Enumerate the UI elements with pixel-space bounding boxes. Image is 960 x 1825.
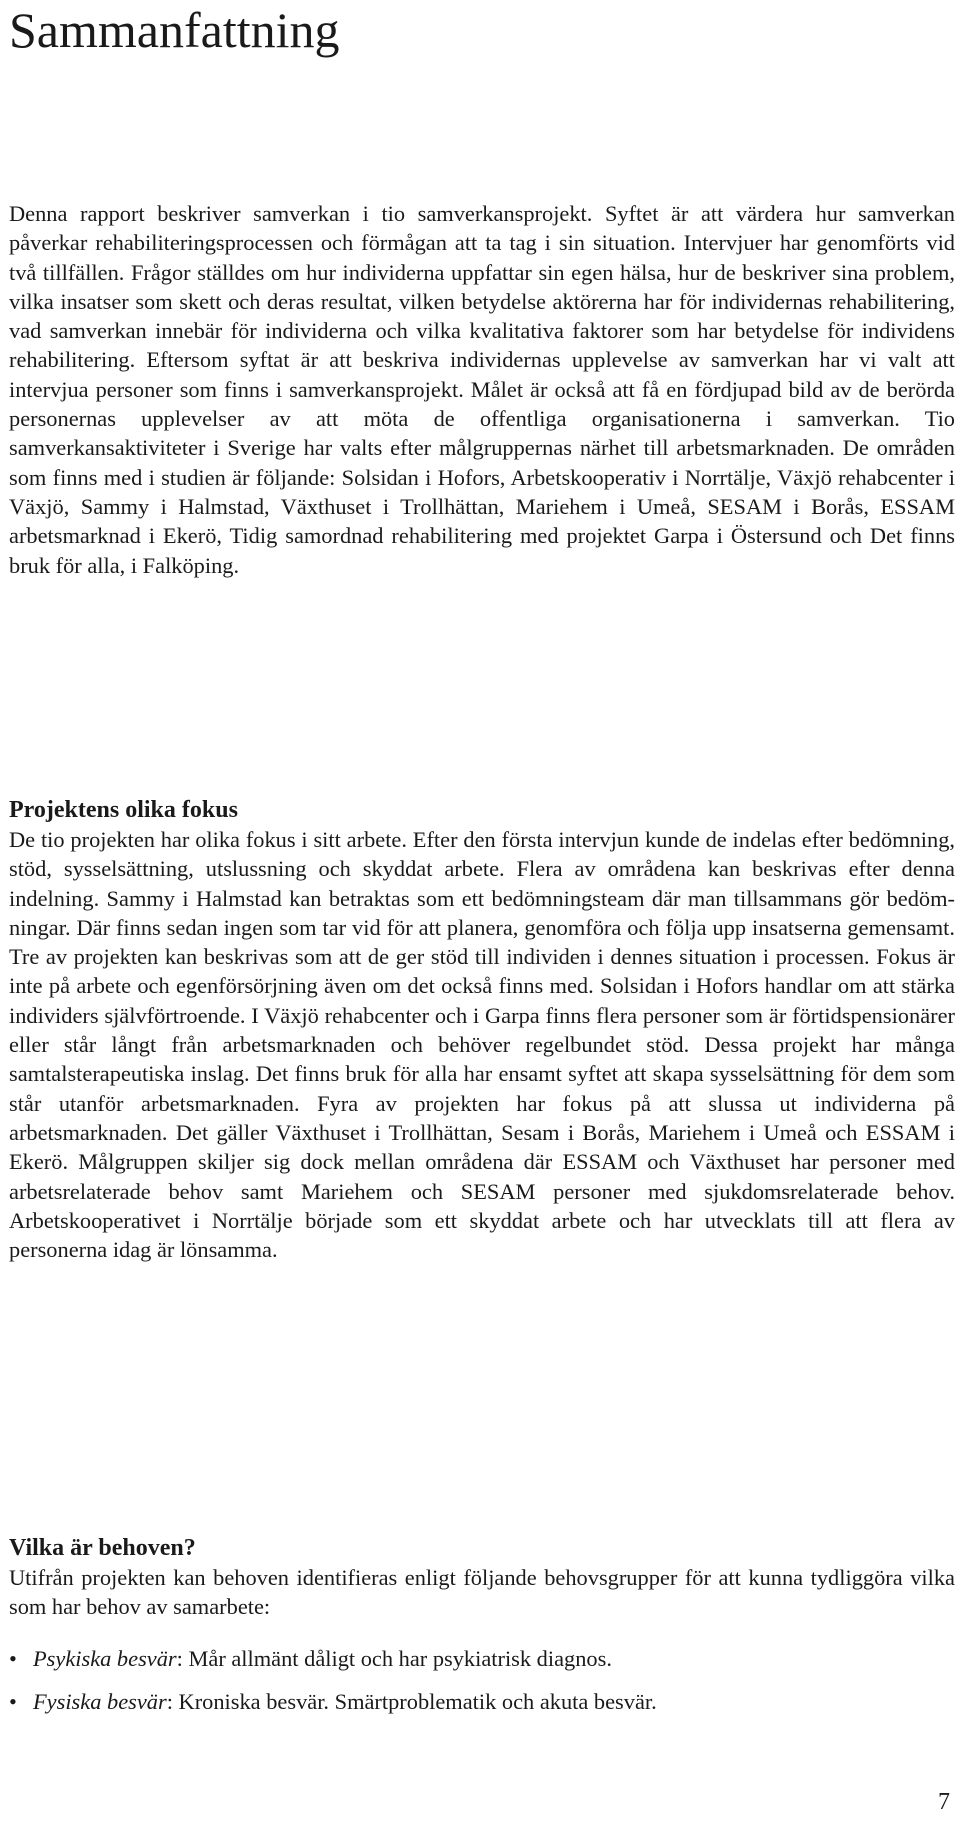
page-title: Sammanfattning xyxy=(9,2,340,58)
section-heading-vilka-ar-behoven: Vilka är behoven? xyxy=(9,1535,196,1561)
list-item-separator: : xyxy=(166,1689,173,1715)
list-item-term: Fysiska besvär xyxy=(33,1689,167,1715)
page-number: 7 xyxy=(938,1789,950,1815)
section-body-vilka-ar-behoven: Utifrån projekten kan behoven identifieras enligt följande behovsgrupper för att kunna tydliggöra vilka som har behov av samarbete: xyxy=(9,1565,955,1620)
list-item-separator: : xyxy=(176,1646,183,1671)
intro-paragraph: Denna rapport beskriver samverkan i tio samverkansprojekt. Syftet är att värdera hur samverkan påverkar rehabiliteringsprocessen och förmågan att ta tag i sin situation. Intervjuer har genomförts vid två tillfällen. Frågor ställdes om hur individerna uppfattar sin egen hälsa, hur de beskriver sina problem, vilka insatser som skett och deras resultat, vilken betydelse aktörerna har för individernas rehabilitering, vad samverkan innebär för individerna och vilka kvalitativa faktorer som har betydelse för individens rehabilitering. Eftersom syftat är att beskriva individernas upplevelse av samverkan har vi valt att intervjua personer som finns i samverkansprojekt. Målet är också att få en fördjupad bild av de berörda personernas upplevelser av att möta de offentliga organisationerna i samverkan. Tio samverkansaktiviteter i Sverige har valts efter målgruppernas närhet till arbetsmarknaden. De områden som finns med i studien är följande: Solsidan i Hofors, Arbetskooperativ i Norrtälje, Växjö rehabcenter i Växjö, Sammy i Halmstad, Växthuset i Trollhättan, Mariehem i Umeå, SESAM i Borås, ESSAM arbetsmarknad i Ekerö, Tidig samordnad rehabilitering med projektet Garpa i Östersund och Det finns bruk för alla, i Falköping. xyxy=(9,201,955,578)
section-body-projektens-olika-fokus: De tio projekten har olika fokus i sitt arbete. Efter den första intervjun kunde de indelas efter bedömning, stöd, sysselsättning, utslussning och skyddat arbete. Flera av områdena kan beskrivas efter denna indelning. Sammy i Halmstad kan betraktas som ett bedömningsteam där man tillsammans gör bedömningar. Där finns sedan ingen som tar vid för att planera, genomföra och följa upp insatserna gemensamt. Tre av projekten kan beskrivas som att de ger stöd till individen i dennes situation i processen. Fokus är inte på arbete och egenförsörjning även om det också finns med. Solsidan i Hofors handlar om att stärka individers självförtroende. I Växjö rehabcenter och i Garpa finns flera personer som är förtidspensionärer eller står långt från arbetsmarknaden och behöver regelbundet stöd. Dessa projekt har många samtalsterapeutiska inslag. Det finns bruk för alla har ensamt syftet att skapa sysselsättning för dem som står utanför arbetsmarknaden. Fyra av projekten har fokus på att slussa ut individerna på arbetsmarknaden. Det gäller Växthuset i Trollhättan, Sesam i Borås, Mariehem i Umeå och ESSAM i Ekerö. Målgruppen skiljer sig dock mellan områdena där ESSAM och Växthuset har personer med arbetsrelaterade behov samt Mariehem och SESAM personer med sjukdomsrelaterade behov. Arbetskooperativet i Norrtälje började som ett skyddat arbete och har utvecklats till att flera av personerna idag är lönsamma. xyxy=(9,827,955,1263)
bullet-icon: • xyxy=(9,1646,17,1671)
bullet-icon: • xyxy=(9,1689,17,1715)
list-item-term: Psykiska besvär xyxy=(33,1646,177,1671)
needs-list xyxy=(9,1644,955,1731)
list-item xyxy=(9,1644,955,1673)
list-item-text: Mår allmänt dåligt och har psykiatrisk diagnos. xyxy=(182,1646,612,1671)
list-item xyxy=(9,1687,955,1716)
section-heading-projektens-olika-fokus: Projektens olika fokus xyxy=(9,797,238,823)
list-item-text: Kroniska besvär. Smärtproblematik och akuta besvär. xyxy=(172,1689,657,1715)
